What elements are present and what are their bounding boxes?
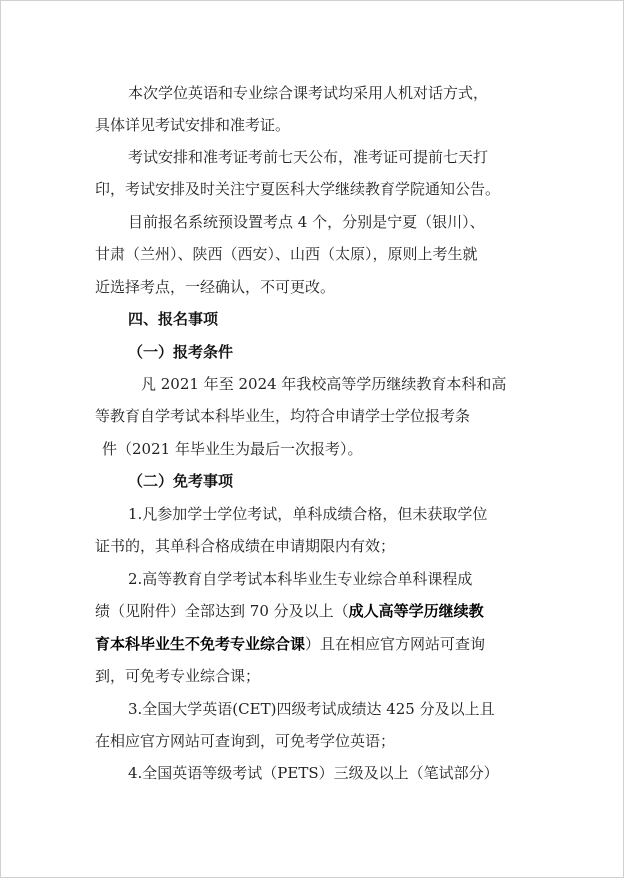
emphasis-text: 育本科毕业生不免考专业综合课: [95, 635, 306, 653]
list-item-line: 到，可免考专业综合课；: [95, 667, 261, 685]
emphasis-text: 成人高等学历继续教: [348, 602, 484, 620]
paragraph-line: 凡 2021 年至 2024 年我校高等学历继续教育本科和高: [141, 375, 507, 393]
list-item-line: 证书的，其单科合格成绩在申请期限内有效；: [95, 537, 396, 555]
paragraph-line: 甘肃（兰州）、陕西（西安）、山西（太原），原则上考生就: [95, 245, 478, 263]
paragraph-line: 近选择考点，一经确认，不可更改。: [95, 278, 336, 296]
paragraph-line: 具体详见考试安排和准考证。: [95, 116, 291, 134]
list-item-line: [95, 631, 485, 657]
list-item-line: 3.全国大学英语(CET)四级考试成绩达 425 分及以上且: [128, 700, 495, 718]
list-item-line: 4.全国英语等级考试（PETS）三级及以上（笔试部分）: [128, 764, 499, 782]
line-text: 绩（见附件）全部达到 70 分及以上（: [95, 602, 349, 620]
paragraph-line: 目前报名系统预设置考点 4 个，分别是宁夏（银川）、: [128, 213, 485, 231]
line-text: ）且在相应官方网站可查询: [305, 635, 486, 653]
section-heading: 四、报名事项: [128, 310, 219, 328]
list-item-line: 2.高等教育自学考试本科毕业生专业综合单科课程成: [128, 570, 473, 588]
paragraph-line: 件（2021 年毕业生为最后一次报考）。: [102, 440, 363, 458]
list-item-line: 1.凡参加学士学位考试，单科成绩合格，但未获取学位: [128, 505, 488, 523]
paragraph-line: 印，考试安排及时关注宁夏医科大学继续教育学院通知公告。: [95, 180, 501, 198]
paragraph-line: 考试安排和准考证考前七天公布，准考证可提前七天打: [128, 148, 489, 166]
subsection-heading: （一）报考条件: [128, 343, 234, 361]
list-item-line: 在相应官方网站可查询到，可免考学位英语；: [95, 732, 396, 750]
paragraph-line: 等教育自学考试本科毕业生，均符合申请学士学位报考条: [95, 407, 471, 425]
paragraph-line: 本次学位英语和专业综合课考试均采用人机对话方式，: [128, 84, 489, 102]
subsection-heading: （二）免考事项: [128, 472, 234, 490]
list-item-line: [95, 598, 484, 624]
